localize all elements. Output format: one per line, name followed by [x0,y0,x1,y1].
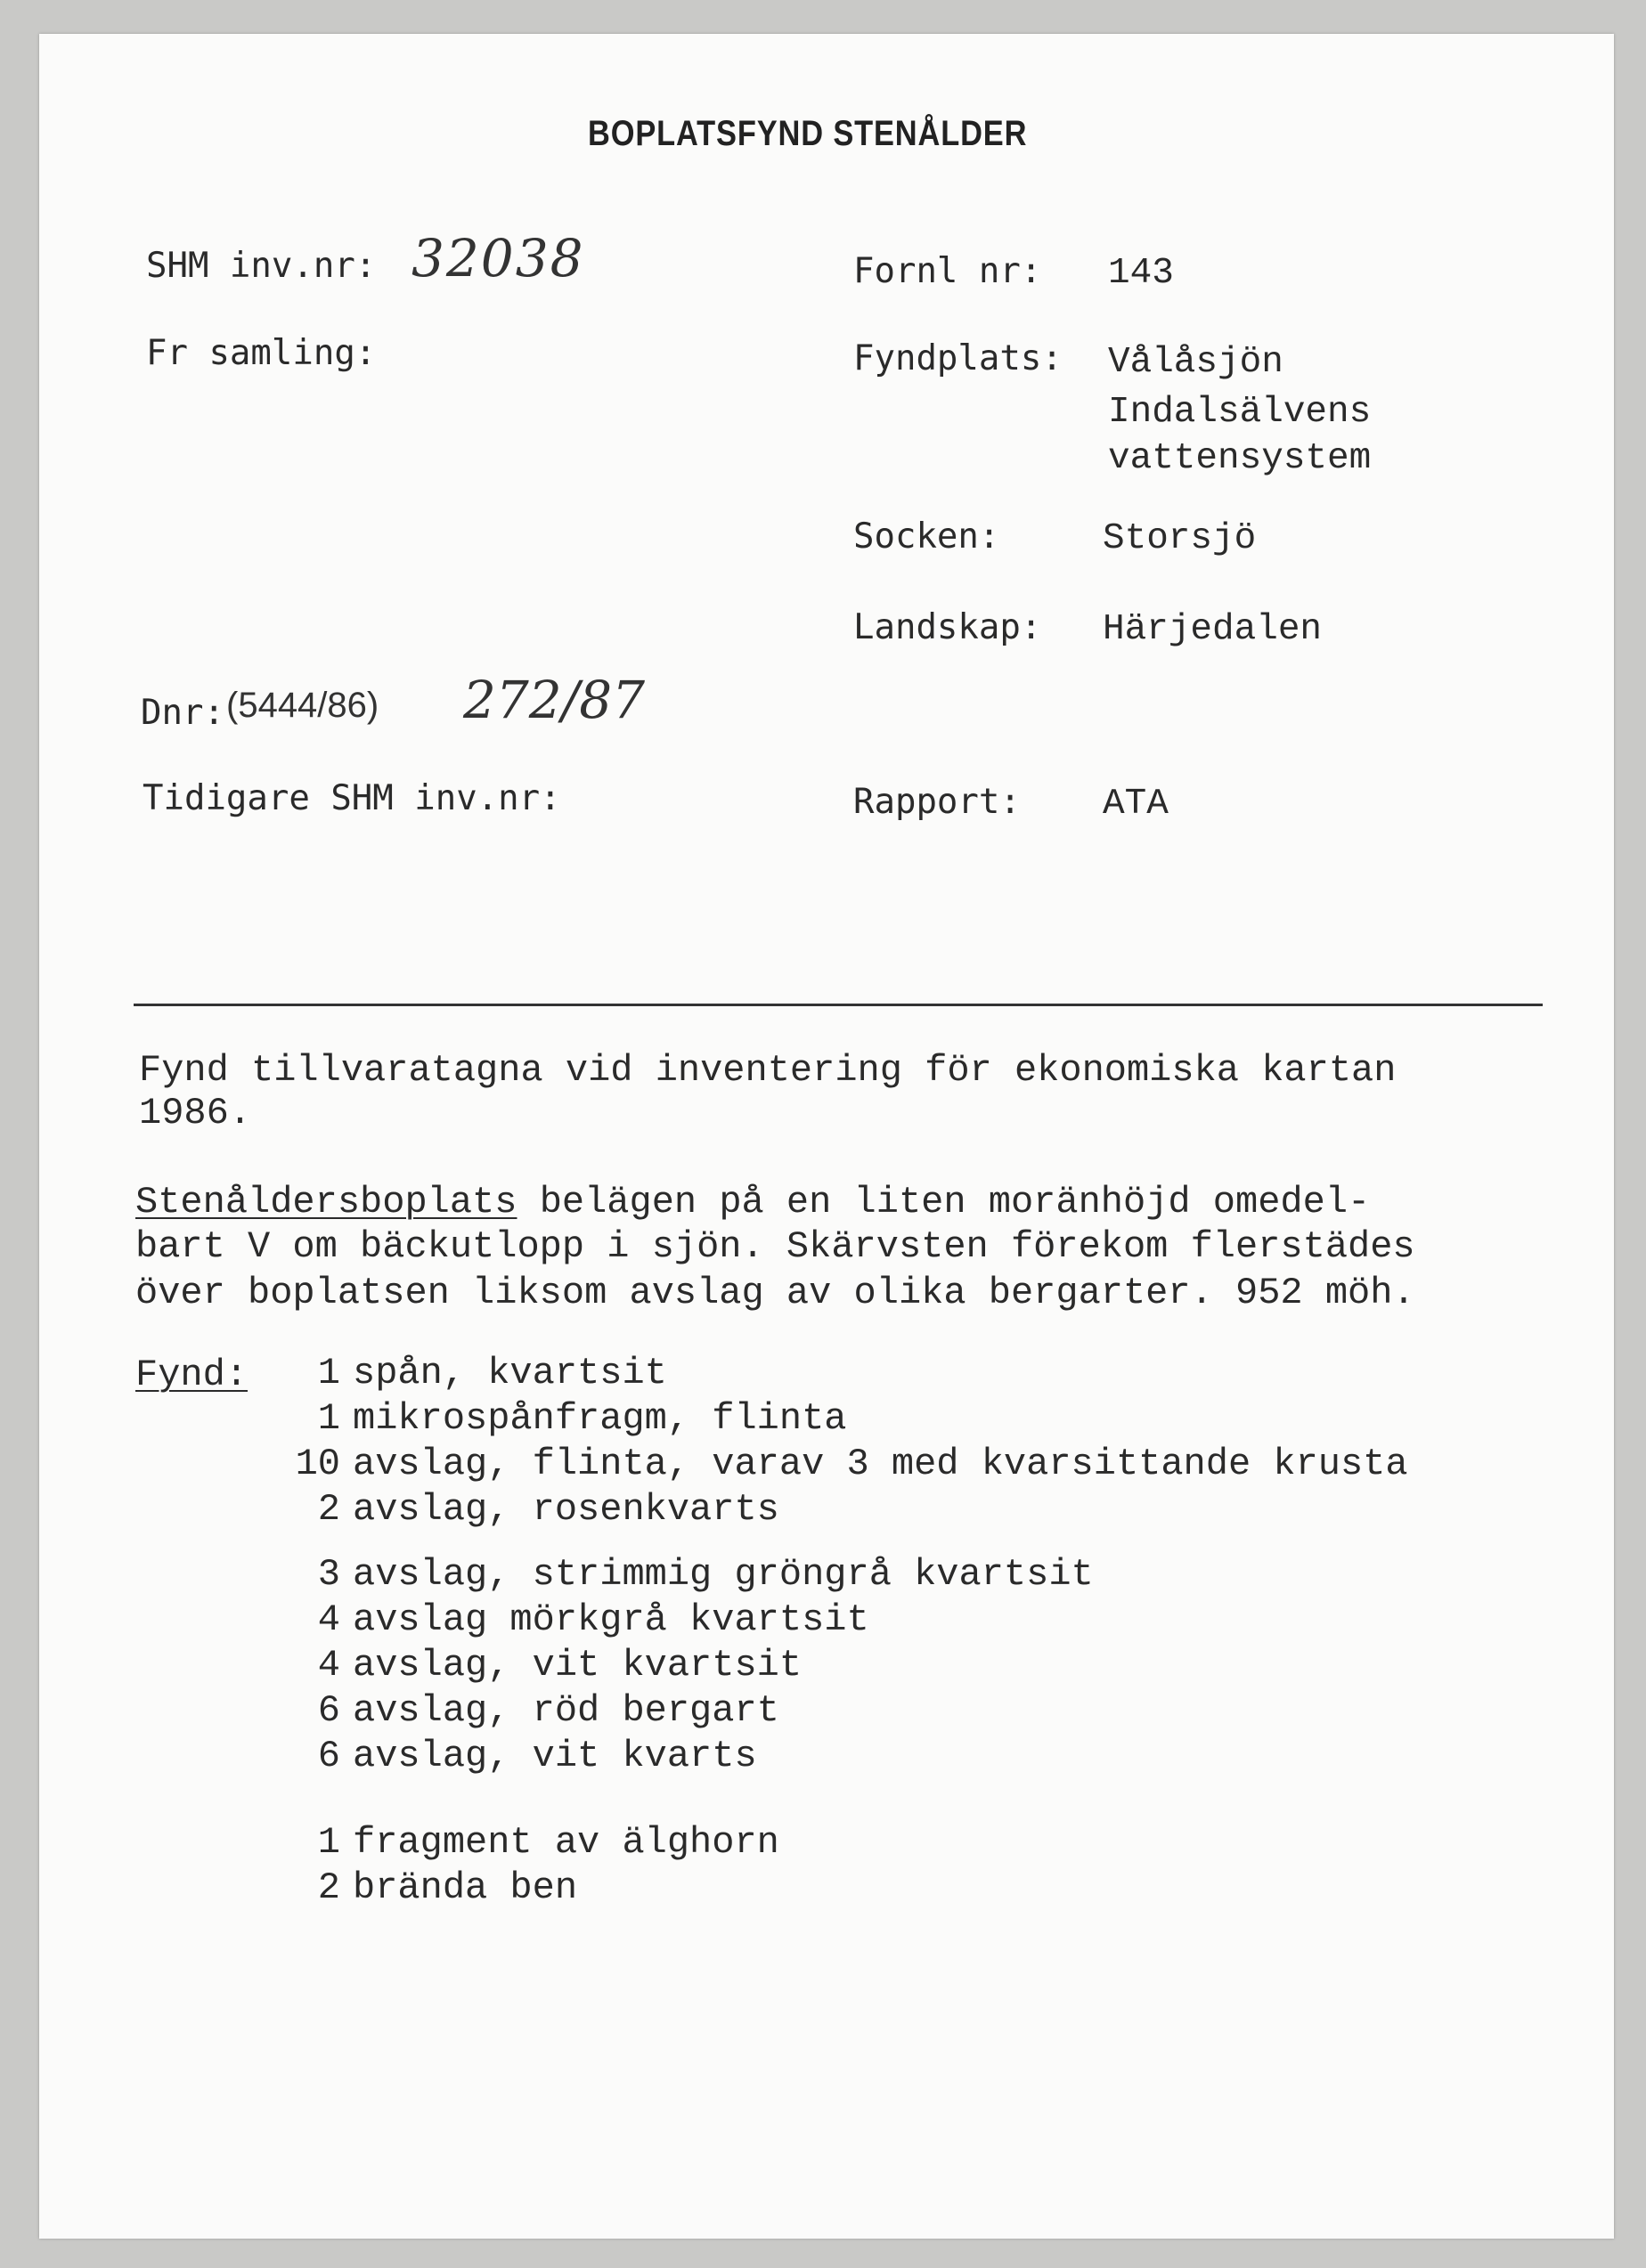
list-item [283,1689,1408,1735]
card-title: BOPLATSFYND STENÅLDER [588,114,1028,153]
divider-line [134,1004,1543,1006]
fornl-nr-label: Fornl nr: [853,251,1042,291]
item-count: 2 [317,1488,340,1531]
item-text: avslag, flinta, varav 3 med kvarsittande krusta [353,1443,1408,1485]
landskap-value: Härjedalen [1103,609,1323,650]
socken-value: Storsjö [1103,518,1257,559]
para1-line1: Fynd tillvaratagna vid inventering för ekonomiska kartan [139,1049,1397,1092]
socken-label: Socken: [853,516,1000,557]
item-count: 1 [317,1397,340,1440]
para2-line2: bart V om bäckutlopp i sjön. Skärvsten förekom flerstädes [135,1225,1415,1268]
item-text: brända ben [353,1866,578,1909]
para2-line1 [135,1181,1370,1223]
fyndplats-label: Fyndplats: [853,338,1063,378]
dnr-value-old: (5444/86) [226,686,379,725]
item-count: 6 [317,1735,340,1777]
list-item [283,1821,1408,1866]
item-text: mikrospånfragm, flinta [353,1397,847,1440]
list-item [283,1735,1408,1780]
item-text: avslag, strimmig gröngrå kvartsit [353,1553,1094,1596]
list-item [283,1397,1408,1443]
list-item [283,1598,1408,1644]
item-count: 4 [317,1644,340,1687]
para2-line3: över boplatsen liksom avslag av olika bergarter. 952 möh. [135,1272,1415,1314]
item-text: avslag, vit kvartsit [353,1644,803,1687]
list-item [283,1644,1408,1689]
item-count: 1 [317,1352,340,1394]
landskap-label: Landskap: [853,607,1042,647]
list-item [283,1866,1408,1912]
fornl-nr-value: 143 [1108,253,1174,294]
item-count: 1 [317,1821,340,1864]
para2-line1-rest: belägen på en liten moränhöjd omedel- [517,1181,1371,1223]
item-count: 6 [317,1689,340,1732]
list-item [283,1488,1408,1533]
fyndplats-line-3: vattensystem [1108,438,1372,479]
item-count: 4 [317,1598,340,1641]
fyndplats-line-1: Vålåsjön [1108,342,1283,383]
shm-inv-value: 32038 [412,228,585,289]
list-item [283,1553,1408,1598]
item-text: avslag, vit kvarts [353,1735,757,1777]
para1-line2: 1986. [139,1092,252,1134]
fyndplats-line-2: Indalsälvens [1108,392,1372,433]
shm-inv-label: SHM inv.nr: [146,246,377,286]
item-text: avslag mörkgrå kvartsit [353,1598,869,1641]
item-text: spån, kvartsit [353,1352,667,1394]
item-text: avslag, röd bergart [353,1689,779,1732]
fr-samling-label: Fr samling: [146,333,377,373]
item-count: 10 [295,1443,340,1485]
tidigare-shm-label: Tidigare SHM inv.nr: [143,778,561,818]
item-text: avslag, rosenkvarts [353,1488,779,1531]
dnr-label: Dnr: [141,693,224,733]
list-item [283,1443,1408,1488]
para2-heading: Stenåldersboplats [135,1181,517,1223]
item-text: fragment av älghorn [353,1821,779,1864]
rapport-label: Rapport: [853,782,1021,822]
fynd-list [283,1352,1408,1912]
item-count: 2 [317,1866,340,1909]
list-item [283,1352,1408,1397]
dnr-value-new: 272/87 [463,670,646,730]
fynd-label: Fynd: [135,1353,249,1396]
rapport-value: ATA [1103,784,1169,825]
item-count: 3 [317,1553,340,1596]
